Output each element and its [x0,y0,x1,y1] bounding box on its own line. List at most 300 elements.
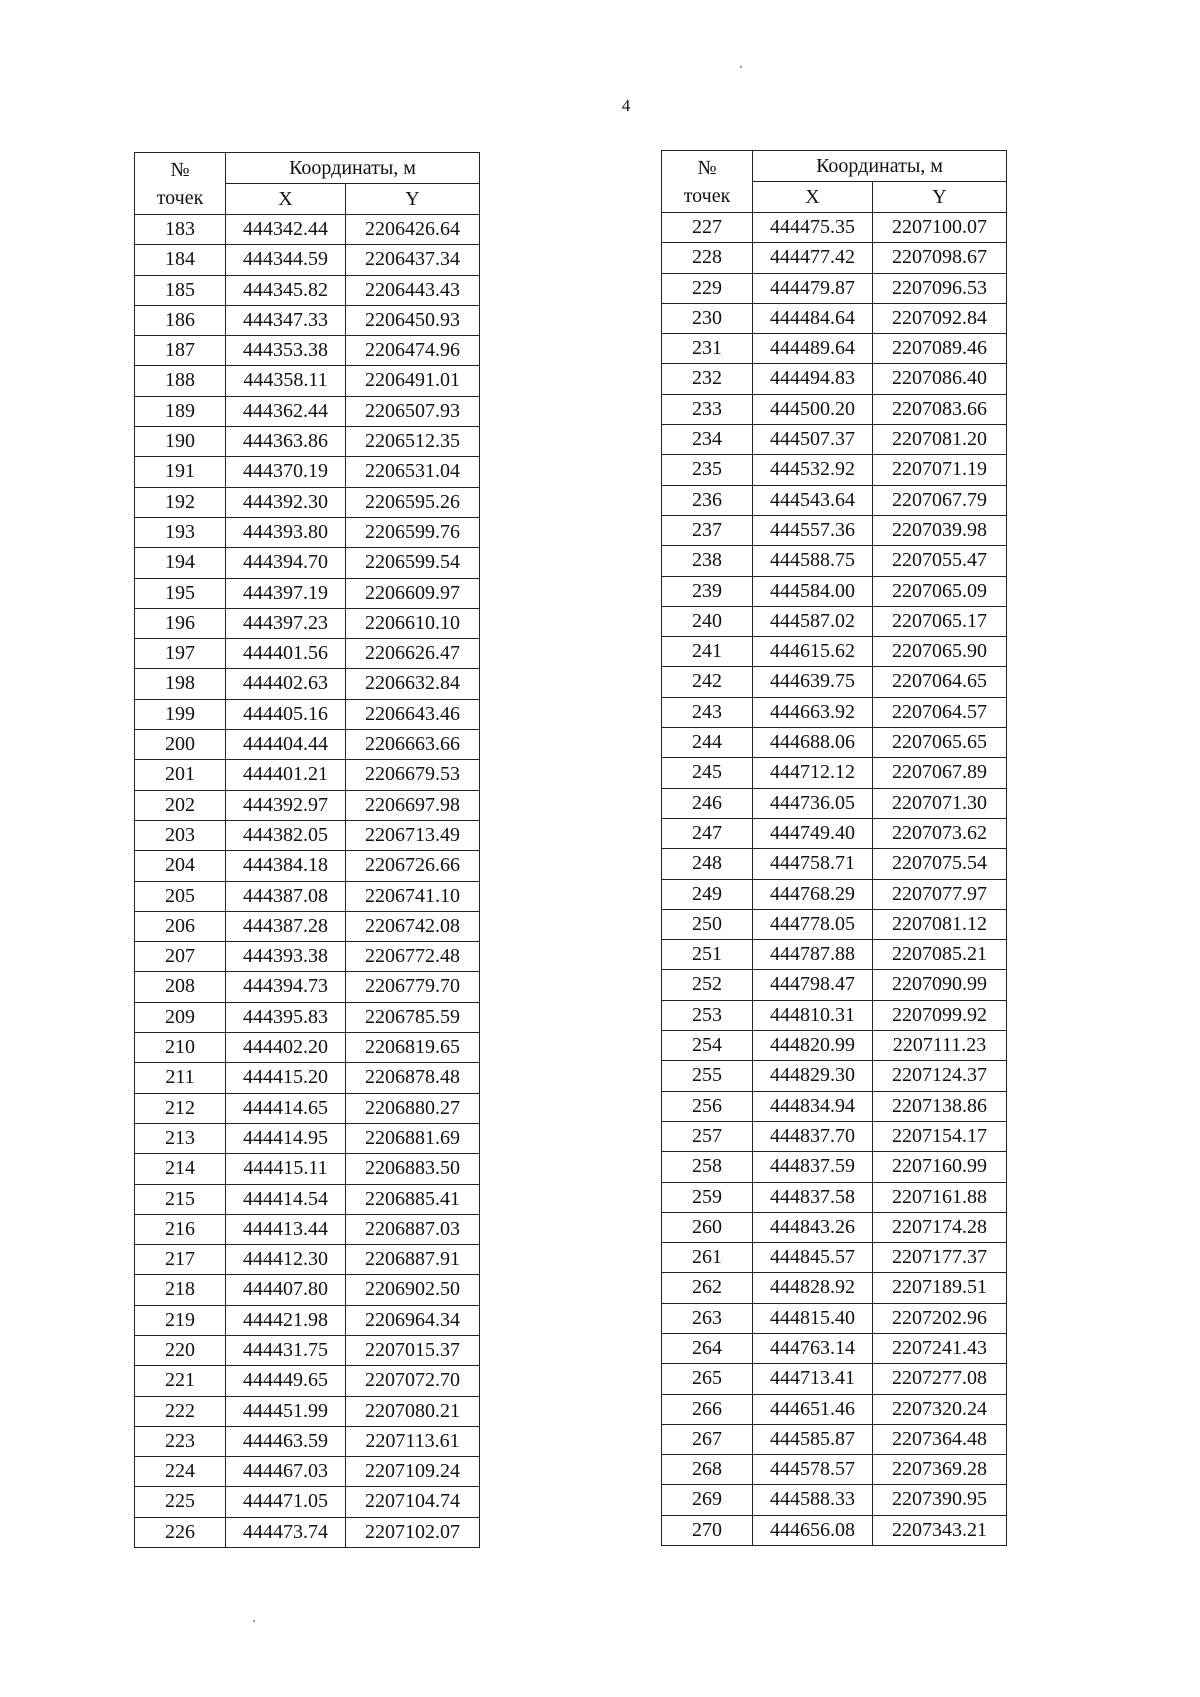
x-coordinate-cell: 444829.30 [753,1061,873,1091]
table-row [662,909,1007,939]
x-coordinate-cell: 444834.94 [753,1091,873,1121]
y-coordinate-cell: 2207277.08 [873,1364,1007,1394]
y-coordinate-cell: 2207177.37 [873,1243,1007,1273]
point-number-cell: 256 [662,1091,753,1121]
point-number-cell: 233 [662,394,753,424]
point-number-cell: 194 [135,548,226,578]
point-number-cell: 268 [662,1455,753,1485]
y-coordinate-cell: 2207039.98 [873,515,1007,545]
x-coordinate-cell: 444463.59 [226,1426,346,1456]
x-coordinate-cell: 444820.99 [753,1031,873,1061]
table-row [135,972,480,1002]
table-row [662,243,1007,273]
point-number-cell: 226 [135,1517,226,1547]
y-coordinate-cell: 2207065.65 [873,728,1007,758]
y-coordinate-cell: 2206878.48 [346,1063,480,1093]
point-number-cell: 252 [662,970,753,1000]
point-number-cell: 193 [135,517,226,547]
x-coordinate-cell: 444392.97 [226,790,346,820]
x-coordinate-cell: 444479.87 [753,273,873,303]
point-number-cell: 228 [662,243,753,273]
point-number-cell: 241 [662,637,753,667]
point-number-cell: 189 [135,396,226,426]
y-coordinate-cell: 2207065.09 [873,576,1007,606]
x-coordinate-cell: 444347.33 [226,305,346,335]
x-coordinate-cell: 444475.35 [753,213,873,243]
y-coordinate-cell: 2207343.21 [873,1515,1007,1545]
table-row [135,760,480,790]
y-coordinate-cell: 2206474.96 [346,336,480,366]
table-row [135,1457,480,1487]
table-row [662,1364,1007,1394]
point-number-cell: 205 [135,881,226,911]
point-number-cell: 216 [135,1214,226,1244]
y-coordinate-cell: 2206887.03 [346,1214,480,1244]
y-coordinate-cell: 2207113.61 [346,1426,480,1456]
point-number-cell: 249 [662,879,753,909]
table-row [135,427,480,457]
page-number: 4 [621,96,631,115]
point-number-cell: 202 [135,790,226,820]
point-number-cell: 248 [662,849,753,879]
y-coordinate-cell: 2207067.89 [873,758,1007,788]
table-row [662,576,1007,606]
x-coordinate-cell: 444749.40 [753,818,873,848]
x-coordinate-cell: 444736.05 [753,788,873,818]
y-coordinate-cell: 2207109.24 [346,1457,480,1487]
x-column-header: X [753,182,873,213]
point-number-cell: 200 [135,730,226,760]
x-coordinate-cell: 444402.63 [226,669,346,699]
y-coordinate-cell: 2207100.07 [873,213,1007,243]
y-coordinate-cell: 2206491.01 [346,366,480,396]
number-sign: № [170,158,190,181]
number-sign: № [697,156,717,179]
point-number-cell: 183 [135,215,226,245]
x-coordinate-cell: 444758.71 [753,849,873,879]
point-number-cell: 199 [135,699,226,729]
table-row [135,245,480,275]
table-row [662,334,1007,364]
table-row [662,213,1007,243]
y-coordinate-cell: 2207098.67 [873,243,1007,273]
y-coordinate-cell: 2206609.97 [346,578,480,608]
x-coordinate-cell: 444397.23 [226,608,346,638]
point-number-cell: 190 [135,427,226,457]
point-number-cell: 198 [135,669,226,699]
x-coordinate-cell: 444507.37 [753,425,873,455]
table-row [662,485,1007,515]
point-number-cell: 254 [662,1031,753,1061]
y-coordinate-cell: 2206610.10 [346,608,480,638]
point-number-cell: 204 [135,851,226,881]
y-coordinate-cell: 2207390.95 [873,1485,1007,1515]
y-coordinate-cell: 2206595.26 [346,487,480,517]
x-coordinate-cell: 444415.20 [226,1063,346,1093]
x-coordinate-cell: 444414.54 [226,1184,346,1214]
y-coordinate-cell: 2207111.23 [873,1031,1007,1061]
x-coordinate-cell: 444615.62 [753,637,873,667]
point-number-cell: 243 [662,697,753,727]
y-coordinate-cell: 2206437.34 [346,245,480,275]
y-coordinate-cell: 2206443.43 [346,275,480,305]
x-coordinate-cell: 444578.57 [753,1455,873,1485]
table-row [135,396,480,426]
table-row [662,637,1007,667]
table-row [662,455,1007,485]
point-number-cell: 221 [135,1366,226,1396]
y-coordinate-cell: 2206881.69 [346,1123,480,1153]
y-coordinate-cell: 2206626.47 [346,639,480,669]
y-coordinate-cell: 2207138.86 [873,1091,1007,1121]
point-number-cell: 192 [135,487,226,517]
table-row [135,1245,480,1275]
point-number-cell: 230 [662,303,753,333]
point-number-cell: 239 [662,576,753,606]
x-coordinate-cell: 444585.87 [753,1424,873,1454]
point-number-cell: 214 [135,1154,226,1184]
y-coordinate-cell: 2207096.53 [873,273,1007,303]
table-row [662,728,1007,758]
x-coordinate-cell: 444712.12 [753,758,873,788]
table-row [662,1515,1007,1545]
point-number-cell: 218 [135,1275,226,1305]
x-coordinate-cell: 444394.73 [226,972,346,1002]
table-row [662,667,1007,697]
x-coordinate-cell: 444543.64 [753,485,873,515]
table-row [135,1033,480,1063]
y-coordinate-cell: 2206507.93 [346,396,480,426]
x-coordinate-cell: 444415.11 [226,1154,346,1184]
table-row [662,1031,1007,1061]
point-number-cell: 238 [662,546,753,576]
x-coordinate-cell: 444405.16 [226,699,346,729]
table-row [135,457,480,487]
table-row [135,669,480,699]
point-number-cell: 217 [135,1245,226,1275]
point-number-cell: 257 [662,1121,753,1151]
y-coordinate-cell: 2206663.66 [346,730,480,760]
table-row [135,1154,480,1184]
y-coordinate-cell: 2206643.46 [346,699,480,729]
point-number-cell: 223 [135,1426,226,1456]
y-coordinate-cell: 2206880.27 [346,1093,480,1123]
point-number-cell: 234 [662,425,753,455]
y-coordinate-cell: 2207065.17 [873,606,1007,636]
point-number-cell: 246 [662,788,753,818]
point-number-cell: 231 [662,334,753,364]
table-row [135,336,480,366]
table-row [662,515,1007,545]
table-row [662,1061,1007,1091]
point-number-cell: 188 [135,366,226,396]
table-row [662,546,1007,576]
table-row [662,1152,1007,1182]
table-row [135,790,480,820]
x-coordinate-cell: 444843.26 [753,1212,873,1242]
x-coordinate-cell: 444656.08 [753,1515,873,1545]
table-row [135,1063,480,1093]
y-coordinate-cell: 2207089.46 [873,334,1007,364]
x-coordinate-cell: 444532.92 [753,455,873,485]
point-number-cell: 184 [135,245,226,275]
table-row [135,730,480,760]
x-coordinate-cell: 444382.05 [226,820,346,850]
table-row [662,1000,1007,1030]
x-coordinate-cell: 444401.21 [226,760,346,790]
y-coordinate-cell: 2207067.79 [873,485,1007,515]
x-coordinate-cell: 444477.42 [753,243,873,273]
table-row [135,487,480,517]
y-coordinate-cell: 2207085.21 [873,940,1007,970]
x-coordinate-cell: 444489.64 [753,334,873,364]
x-coordinate-cell: 444587.02 [753,606,873,636]
point-number-cell: 262 [662,1273,753,1303]
x-coordinate-cell: 444810.31 [753,1000,873,1030]
point-number-cell: 220 [135,1335,226,1365]
y-coordinate-cell: 2207081.12 [873,909,1007,939]
table-row [135,639,480,669]
table-row [662,758,1007,788]
x-coordinate-cell: 444397.19 [226,578,346,608]
point-number-cell: 206 [135,911,226,941]
point-number-cell: 247 [662,818,753,848]
x-coordinate-cell: 444845.57 [753,1243,873,1273]
y-coordinate-cell: 2207064.57 [873,697,1007,727]
y-coordinate-cell: 2206779.70 [346,972,480,1002]
scan-speck [740,66,742,68]
table-row [135,1366,480,1396]
point-number-cell: 225 [135,1487,226,1517]
table-row [135,1426,480,1456]
y-coordinate-cell: 2207072.70 [346,1366,480,1396]
y-coordinate-cell: 2207065.90 [873,637,1007,667]
table-row [135,1396,480,1426]
table-row [662,1303,1007,1333]
y-coordinate-cell: 2207090.99 [873,970,1007,1000]
x-coordinate-cell: 444763.14 [753,1333,873,1363]
point-number-cell: 232 [662,364,753,394]
table-row [662,425,1007,455]
x-coordinate-cell: 444639.75 [753,667,873,697]
table-row [662,1333,1007,1363]
x-coordinate-cell: 444402.20 [226,1033,346,1063]
y-coordinate-cell: 2207154.17 [873,1121,1007,1151]
point-number-cell: 263 [662,1303,753,1333]
table-row [662,273,1007,303]
y-coordinate-cell: 2207241.43 [873,1333,1007,1363]
table-row [135,578,480,608]
point-number-cell: 229 [662,273,753,303]
point-number-cell: 264 [662,1333,753,1363]
point-number-cell: 236 [662,485,753,515]
y-coordinate-cell: 2207161.88 [873,1182,1007,1212]
table-row [662,1243,1007,1273]
y-coordinate-cell: 2206772.48 [346,942,480,972]
point-number-cell: 215 [135,1184,226,1214]
table-body-right [662,213,1007,1546]
table-row [662,1091,1007,1121]
point-number-cell: 260 [662,1212,753,1242]
table-row [135,881,480,911]
y-coordinate-cell: 2207071.19 [873,455,1007,485]
x-coordinate-cell: 444663.92 [753,697,873,727]
table-row [662,849,1007,879]
point-number-cell: 269 [662,1485,753,1515]
table-row [135,820,480,850]
x-coordinate-cell: 444557.36 [753,515,873,545]
y-coordinate-cell: 2207092.84 [873,303,1007,333]
point-number-cell: 186 [135,305,226,335]
y-coordinate-cell: 2206785.59 [346,1002,480,1032]
x-coordinate-cell: 444828.92 [753,1273,873,1303]
table-row [135,1335,480,1365]
y-coordinate-cell: 2206697.98 [346,790,480,820]
y-coordinate-cell: 2207364.48 [873,1424,1007,1454]
point-number-cell: 195 [135,578,226,608]
table-row [135,1214,480,1244]
point-number-cell: 197 [135,639,226,669]
point-number-cell: 244 [662,728,753,758]
x-coordinate-cell: 444688.06 [753,728,873,758]
x-coordinate-cell: 444431.75 [226,1335,346,1365]
table-row [662,606,1007,636]
x-coordinate-cell: 444414.95 [226,1123,346,1153]
table-row [662,1424,1007,1454]
table-row [135,275,480,305]
y-coordinate-cell: 2206713.49 [346,820,480,850]
x-coordinate-cell: 444768.29 [753,879,873,909]
y-coordinate-cell: 2207320.24 [873,1394,1007,1424]
x-coordinate-cell: 444395.83 [226,1002,346,1032]
point-number-cell: 227 [662,213,753,243]
scan-speck [253,1620,255,1622]
y-coordinate-cell: 2207064.65 [873,667,1007,697]
x-coordinate-cell: 444404.44 [226,730,346,760]
table-row [135,942,480,972]
table-row [662,788,1007,818]
y-coordinate-cell: 2207080.21 [346,1396,480,1426]
y-coordinate-cell: 2207124.37 [873,1061,1007,1091]
x-coordinate-cell: 444393.80 [226,517,346,547]
x-coordinate-cell: 444421.98 [226,1305,346,1335]
table-row [135,1184,480,1214]
x-coordinate-cell: 444392.30 [226,487,346,517]
point-number-cell: 207 [135,942,226,972]
point-number-cell: 259 [662,1182,753,1212]
point-number-cell: 222 [135,1396,226,1426]
x-coordinate-cell: 444467.03 [226,1457,346,1487]
y-coordinate-cell: 2206632.84 [346,669,480,699]
y-coordinate-cell: 2206512.35 [346,427,480,457]
table-row [662,1394,1007,1424]
point-number-cell: 266 [662,1394,753,1424]
y-coordinate-cell: 2207071.30 [873,788,1007,818]
y-coordinate-cell: 2207055.47 [873,546,1007,576]
point-number-cell: 191 [135,457,226,487]
x-coordinate-cell: 444414.65 [226,1093,346,1123]
y-coordinate-cell: 2207160.99 [873,1152,1007,1182]
table-row [135,548,480,578]
x-coordinate-cell: 444713.41 [753,1364,873,1394]
x-coordinate-cell: 444358.11 [226,366,346,396]
table-row [135,699,480,729]
y-coordinate-cell: 2206726.66 [346,851,480,881]
table-row [662,970,1007,1000]
coordinates-header: Координаты, м [226,153,480,184]
table-row [135,366,480,396]
table-row [135,1123,480,1153]
x-coordinate-cell: 444837.59 [753,1152,873,1182]
y-coordinate-cell: 2207369.28 [873,1455,1007,1485]
y-coordinate-cell: 2206902.50 [346,1275,480,1305]
y-coordinate-cell: 2206887.91 [346,1245,480,1275]
x-coordinate-cell: 444484.64 [753,303,873,333]
table-row [662,394,1007,424]
point-number-cell: 203 [135,820,226,850]
point-number-cell: 267 [662,1424,753,1454]
y-coordinate-cell: 2206599.54 [346,548,480,578]
point-number-header [662,151,753,213]
table-row [662,1121,1007,1151]
y-coordinate-cell: 2206964.34 [346,1305,480,1335]
point-number-cell: 258 [662,1152,753,1182]
y-column-header: Y [346,184,480,215]
y-coordinate-cell: 2207083.66 [873,394,1007,424]
point-number-cell: 224 [135,1457,226,1487]
y-coordinate-cell: 2207081.20 [873,425,1007,455]
y-coordinate-cell: 2207202.96 [873,1303,1007,1333]
y-coordinate-cell: 2207174.28 [873,1212,1007,1242]
y-coordinate-cell: 2206742.08 [346,911,480,941]
x-coordinate-cell: 444837.58 [753,1182,873,1212]
table-row [662,940,1007,970]
x-column-header: X [226,184,346,215]
y-coordinate-cell: 2207077.97 [873,879,1007,909]
table-row [662,1455,1007,1485]
point-number-header [135,153,226,215]
x-coordinate-cell: 444353.38 [226,336,346,366]
table-row [135,1002,480,1032]
point-number-cell: 196 [135,608,226,638]
table-row [135,517,480,547]
point-number-cell: 208 [135,972,226,1002]
table-row [662,697,1007,727]
table-row [135,911,480,941]
table-row [135,851,480,881]
point-number-cell: 187 [135,336,226,366]
table-row [662,879,1007,909]
point-number-cell: 251 [662,940,753,970]
point-number-cell: 210 [135,1033,226,1063]
x-coordinate-cell: 444387.08 [226,881,346,911]
x-coordinate-cell: 444584.00 [753,576,873,606]
x-coordinate-cell: 444787.88 [753,940,873,970]
x-coordinate-cell: 444837.70 [753,1121,873,1151]
x-coordinate-cell: 444451.99 [226,1396,346,1426]
x-coordinate-cell: 444387.28 [226,911,346,941]
y-coordinate-cell: 2207086.40 [873,364,1007,394]
x-coordinate-cell: 444798.47 [753,970,873,1000]
x-coordinate-cell: 444412.30 [226,1245,346,1275]
x-coordinate-cell: 444500.20 [753,394,873,424]
table-row [662,364,1007,394]
y-coordinate-cell: 2207075.54 [873,849,1007,879]
y-coordinate-cell: 2206883.50 [346,1154,480,1184]
point-number-cell: 237 [662,515,753,545]
point-number-cell: 185 [135,275,226,305]
table-row [662,303,1007,333]
